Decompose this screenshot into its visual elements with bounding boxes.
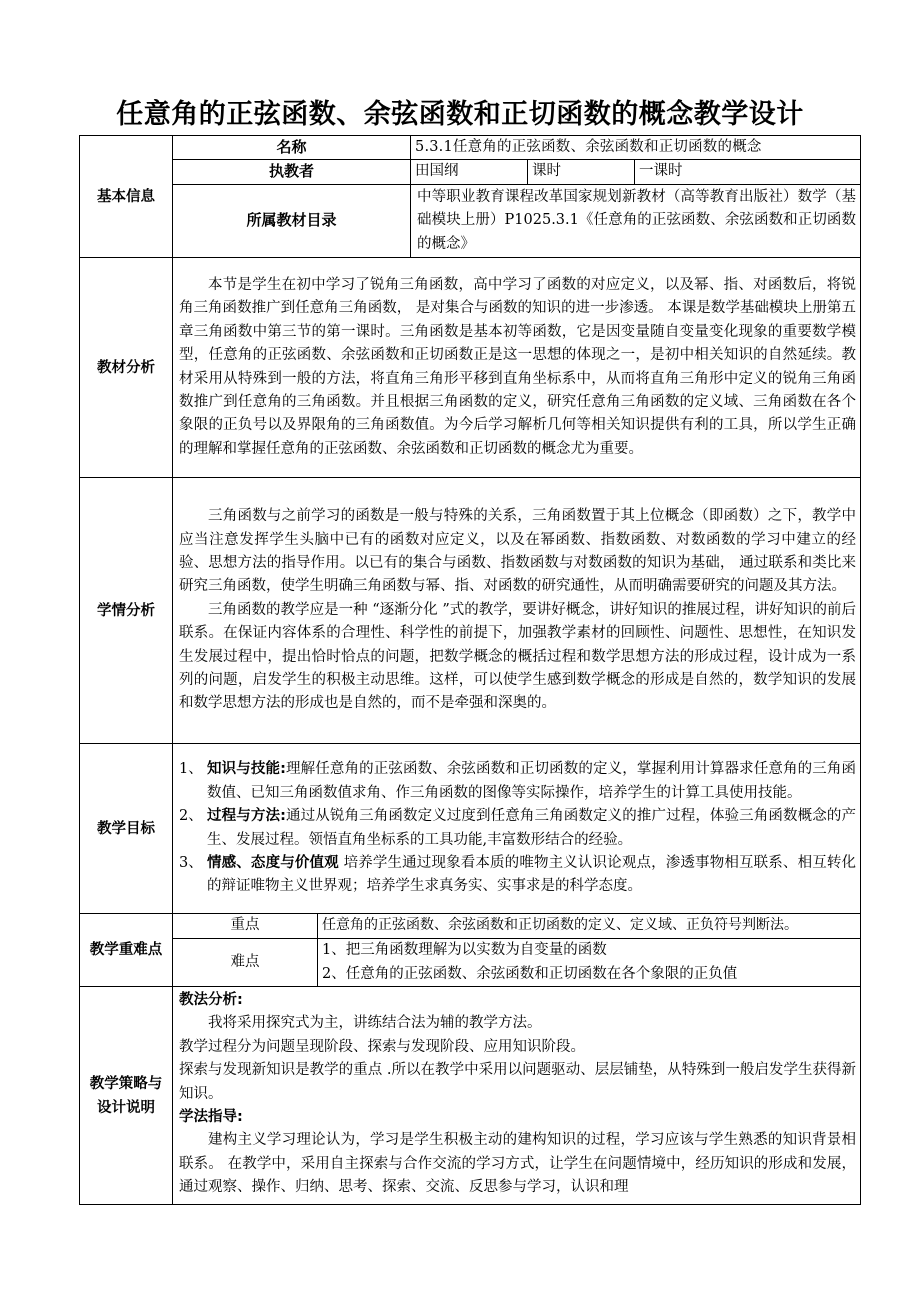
textbook-value: 中等职业教育课程改革国家规划新教材（高等教育出版社）数学（基础模块上册）P1025.3.1《任意角的正弦函数、余弦函数和正切函数的概念》 xyxy=(411,184,861,257)
textbook-analysis-text: 本节是学生在初中学习了锐角三角函数，高中学习了函数的对应定义，以及幂、指、对函数后，将锐角三角函数推广到任意角三角函数， 是对集合与函数的知识的进一步渗透。 本课是数学基础模块上册第五章三角函数中第三节的第一课时。三角函数是基本初等函数，它是因变量随自变量变化现象的重要数学模型，任意角的正弦函数、余弦函数和正切函数正是这一思想的体现之一，是初中相关知识的自然延续。教材采用从特殊到一般的方法，将直角三角形平移到直角坐标系中，从而将直角三角形中定义的锐角三角函数推广到任意角的三角函数。并且根据三角函数的定义，研究任意角三角函数的定义域、三角函数在各个象限的正负号以及界限角的三角函数值。为今后学习解析几何等相关知识提供有利的工具，所以学生正确的理解和掌握任意角的正弦函数、余弦函数和正切函数的概念尤为重要。 xyxy=(179,276,857,457)
goal-number: 2、 xyxy=(179,808,203,825)
key-text: 任意角的正弦函数、余弦函数和正切函数的定义、定义域、正负符号判断法。 xyxy=(318,914,861,939)
goal-text: 培养学生通过现象看本质的唯物主义认识论观点，渗透事物相互联系、相互转化的辩证唯物主义世界观；培养学生求真务实、实事求是的科学态度。 xyxy=(207,854,857,895)
hours-label: 课时 xyxy=(528,160,635,184)
name-label: 名称 xyxy=(173,136,411,160)
goal-heading: 过程与方法: xyxy=(207,808,286,825)
goal-number: 1、 xyxy=(179,761,203,778)
lesson-plan-table xyxy=(79,135,861,1205)
goal-text: 通过从锐角三角函数定义过度到任意角三角函数定义的推广过程，体验三角函数概念的产生、发展过程。领悟直角坐标系的工具功能,丰富数形结合的经验。 xyxy=(207,808,856,848)
difficult-item: 1、把三角函数理解为以实数为自变量的函数 xyxy=(322,942,607,959)
method-line: 教学过程分为问题呈现阶段、探索与发现阶段、应用知识阶段。 xyxy=(179,1038,585,1055)
teacher-label: 执教者 xyxy=(173,160,411,184)
difficult-item: 2、任意角的正弦函数、余弦函数和正切函数在各个象限的正负值 xyxy=(322,965,738,982)
strategy-label: 教学策略与设计说明 xyxy=(80,987,173,1205)
student-analysis-label: 学情分析 xyxy=(80,478,173,744)
key-points-label: 教学重难点 xyxy=(80,914,173,987)
textbook-analysis-label: 教材分析 xyxy=(80,258,173,478)
goal-item xyxy=(179,805,856,852)
teacher-value: 田国纲 xyxy=(411,160,528,184)
goal-number: 3、 xyxy=(179,854,203,871)
name-value: 5.3.1任意角的正弦函数、余弦函数和正切函数的概念 xyxy=(411,136,861,160)
teaching-goals-label: 教学目标 xyxy=(80,744,173,914)
goal-heading: 情感、态度与价值观 xyxy=(207,854,339,871)
student-analysis-paragraph: 三角函数的教学应是一种 “逐渐分化 ”式的教学，要讲好概念，讲好知识的推展过程，讲好知识的前后联系。在保证内容体系的合理性、科学性的前提下，加强教学素材的回顾性、问题性、思想性，在知识发生发展过程中，提出恰时恰点的问题，把数学概念的概括过程和数学思想方法的形成过程，设计成为一系列的问题，启发学生的积极主动思维。这样，可以使学生感到数学概念的形成是自然的，数学知识的发展和数学思想方法的形成也是自然的，而不是牵强和深奥的。 xyxy=(179,601,857,712)
student-analysis-paragraph: 三角函数与之前学习的函数是一般与特殊的关系，三角函数置于其上位概念（即函数）之下，教学中应当注意发挥学生头脑中已有的函数对应定义，以及在幂函数、指数函数、对数函数的学习中建立的经验、思想方法的指导作用。以已有的集合与函数、指数函数与对数函数的知识为基础， 通过联系和类比来研究三角函数，使学生明确三角函数与幂、指、对函数的研究通性，从而明确需要研究的问题及其方法。 xyxy=(179,508,857,595)
study-text: 建构主义学习理论认为，学习是学生积极主动的建构知识的过程，学习应该与学生熟悉的知识背景相联系。 在教学中，采用自主探索与合作交流的学习方式，让学生在问题情境中，经历知识的形成和发展，通过观察、操作、归纳、思考、探索、交流、反思参与学习，认识和理 xyxy=(179,1132,857,1196)
method-line: 探索与发现新知识是教学的重点 .所以在教学中采用以问题驱动、层层铺垫，从特殊到一般启发学生获得新知识。 xyxy=(179,1062,857,1102)
goal-heading: 知识与技能: xyxy=(207,761,286,778)
goal-item xyxy=(179,852,856,899)
page-title: 任意角的正弦函数、余弦函数和正切函数的概念教学设计 xyxy=(116,99,804,130)
study-heading: 学法指导: xyxy=(179,1109,243,1126)
difficult-label: 难点 xyxy=(173,939,318,987)
key-label: 重点 xyxy=(173,914,318,939)
goal-item xyxy=(179,758,856,805)
basic-info-label: 基本信息 xyxy=(80,136,173,258)
textbook-label: 所属教材目录 xyxy=(173,184,411,257)
hours-value: 一课时 xyxy=(635,160,861,184)
method-line: 我将采用探究式为主，讲练结合法为辅的教学方法。 xyxy=(208,1015,542,1032)
method-heading: 教法分析: xyxy=(179,992,243,1009)
goal-text: 理解任意角的正弦函数、余弦函数和正切函数的定义，掌握利用计算器求任意角的三角函数值、已知三角函数值求角、作三角函数的图像等实际操作，培养学生的计算工具使用技能。 xyxy=(207,761,856,801)
